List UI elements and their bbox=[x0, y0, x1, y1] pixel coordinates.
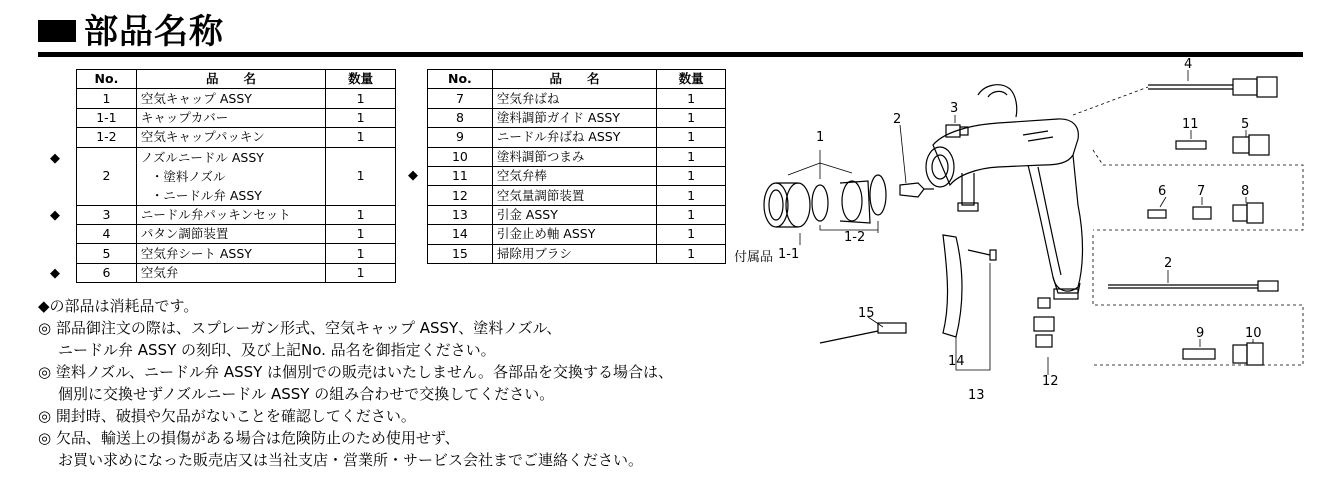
spray-gun-body bbox=[926, 85, 1083, 299]
label-part-13: 13 bbox=[968, 388, 985, 403]
air-valve bbox=[1148, 210, 1166, 218]
label-part-7: 7 bbox=[1197, 184, 1206, 199]
air-cap-assembly bbox=[764, 175, 934, 227]
note-line: ◎ 欠品、輸送上の損傷がある場合は危険防止のため使用せず、 bbox=[38, 429, 460, 447]
cell-qty: 1 bbox=[657, 244, 726, 263]
label-part-2: 2 bbox=[893, 112, 902, 127]
cell-name: 空気量調節装置 bbox=[492, 186, 656, 205]
cell-name: 空気弁ばね bbox=[492, 89, 656, 108]
cell-no: 1 bbox=[77, 89, 137, 108]
cell-qty: 1 bbox=[326, 147, 396, 205]
cell-name: パタン調節装置 bbox=[136, 224, 325, 243]
cell-no: 1-1 bbox=[77, 108, 137, 127]
cell-no: 2 bbox=[77, 147, 137, 205]
cell-name: ノズルニードル ASSY bbox=[140, 149, 264, 165]
pattern-adjuster bbox=[1148, 77, 1277, 97]
air-valve-stem bbox=[1176, 141, 1206, 149]
cell-qty: 1 bbox=[657, 128, 726, 147]
spray-gun-exploded-diagram bbox=[728, 55, 1313, 410]
label-part-8: 8 bbox=[1241, 184, 1250, 199]
consumable-mark-icon: ◆ bbox=[50, 151, 60, 166]
cell-no: 10 bbox=[428, 147, 493, 166]
cell-qty: 1 bbox=[657, 166, 726, 185]
cell-name: 空気弁 bbox=[136, 263, 325, 282]
label-part-10: 10 bbox=[1245, 326, 1262, 341]
note-line: ◎ 部品御注文の際は、スプレーガン形式、空気キャップ ASSY、塗料ノズル、 bbox=[38, 319, 562, 337]
cell-no: 8 bbox=[428, 108, 493, 127]
cell-qty: 1 bbox=[326, 205, 396, 224]
needle-spring bbox=[1183, 349, 1215, 359]
note-line: ◆の部品は消耗品です。 bbox=[38, 297, 199, 315]
parts-table-left bbox=[76, 69, 396, 283]
cell-no: 14 bbox=[428, 225, 493, 244]
table-row bbox=[77, 89, 396, 108]
table-row bbox=[77, 108, 396, 127]
cell-name: 引金止め軸 ASSY bbox=[492, 225, 656, 244]
fluid-adjust-guide bbox=[1233, 203, 1263, 223]
table-row bbox=[428, 128, 726, 147]
note-line: 個別に交換せずノズルニードル ASSY の組み合わせで交換してください。 bbox=[58, 385, 555, 403]
table-row bbox=[428, 225, 726, 244]
cell-name-multi bbox=[136, 147, 325, 205]
label-part-15: 15 bbox=[858, 306, 875, 321]
table-row bbox=[77, 147, 396, 205]
cell-qty: 1 bbox=[326, 263, 396, 282]
air-valve-spring bbox=[1193, 207, 1211, 219]
note-line: ◎ 開封時、破損や欠品がないことを確認してください。 bbox=[38, 407, 416, 425]
cell-no: 9 bbox=[428, 128, 493, 147]
cell-name: 空気キャップ ASSY bbox=[136, 89, 325, 108]
label-part-2-needle: 2 bbox=[1164, 256, 1173, 271]
label-part-12: 12 bbox=[1042, 374, 1059, 389]
label-part-9: 9 bbox=[1196, 326, 1205, 341]
note-line: お買い求めになった販売店又は当社支店・営業所・サービス会社までご連絡ください。 bbox=[58, 451, 644, 469]
cell-name: キャップカバー bbox=[136, 108, 325, 127]
cell-name: ニードル弁ばね ASSY bbox=[492, 128, 656, 147]
cell-subname: ・ニードル弁 ASSY bbox=[150, 187, 262, 203]
notes-block bbox=[38, 295, 673, 471]
table-row bbox=[428, 147, 726, 166]
label-accessory: 付属品 bbox=[734, 250, 774, 265]
cell-name: ニードル弁パッキンセット bbox=[136, 205, 325, 224]
parts-table-right bbox=[427, 69, 726, 264]
table-row bbox=[77, 244, 396, 263]
table-row bbox=[428, 108, 726, 127]
label-part-4: 4 bbox=[1184, 57, 1193, 72]
cell-qty: 1 bbox=[657, 225, 726, 244]
cell-qty: 1 bbox=[657, 147, 726, 166]
col-header-qty: 数量 bbox=[657, 70, 726, 89]
cell-qty: 1 bbox=[326, 128, 396, 147]
consumable-mark-icon: ◆ bbox=[408, 168, 418, 183]
air-valve-seat bbox=[1233, 135, 1269, 155]
note-line: ◎ 塗料ノズル、ニードル弁 ASSY は個別での販売はいたしません。各部品を交換する場合は、 bbox=[38, 363, 673, 381]
table-row bbox=[428, 244, 726, 263]
label-part-6: 6 bbox=[1158, 184, 1167, 199]
table-header-row bbox=[77, 70, 396, 89]
cell-qty: 1 bbox=[657, 186, 726, 205]
cell-no: 15 bbox=[428, 244, 493, 263]
cell-no: 12 bbox=[428, 186, 493, 205]
cell-qty: 1 bbox=[326, 89, 396, 108]
cell-no: 11 bbox=[428, 166, 493, 185]
air-adjust-valve bbox=[1034, 298, 1054, 347]
col-header-qty: 数量 bbox=[326, 70, 396, 89]
table-row bbox=[428, 89, 726, 108]
cell-no: 5 bbox=[77, 244, 137, 263]
cell-qty: 1 bbox=[657, 205, 726, 224]
cell-no: 13 bbox=[428, 205, 493, 224]
table-header-row bbox=[428, 70, 726, 89]
trigger-stop-shaft bbox=[968, 250, 996, 260]
section-title bbox=[38, 6, 224, 50]
label-part-1: 1 bbox=[816, 130, 825, 145]
label-part-5: 5 bbox=[1241, 117, 1250, 132]
cleaning-brush bbox=[820, 323, 906, 343]
cell-subname: ・塗料ノズル bbox=[150, 168, 226, 184]
col-header-no: No. bbox=[428, 70, 493, 89]
cell-qty: 1 bbox=[326, 108, 396, 127]
fluid-adjust-knob bbox=[1233, 343, 1263, 365]
col-header-name: 品 名 bbox=[136, 70, 325, 89]
section-title-text: 部品名称 bbox=[84, 11, 224, 52]
fluid-needle bbox=[1108, 281, 1278, 291]
cell-no: 3 bbox=[77, 205, 137, 224]
cell-name: 塗料調節つまみ bbox=[492, 147, 656, 166]
col-header-no: No. bbox=[77, 70, 137, 89]
consumable-mark-icon: ◆ bbox=[50, 208, 60, 223]
cell-qty: 1 bbox=[657, 108, 726, 127]
cell-no: 1-2 bbox=[77, 128, 137, 147]
cell-name: 空気弁シート ASSY bbox=[136, 244, 325, 263]
cell-qty: 1 bbox=[326, 224, 396, 243]
cell-name: 空気キャップパッキン bbox=[136, 128, 325, 147]
label-part-1-1: 1-1 bbox=[778, 247, 800, 262]
table-row bbox=[77, 263, 396, 282]
col-header-name: 品 名 bbox=[492, 70, 656, 89]
cell-qty: 1 bbox=[657, 89, 726, 108]
note-line: ニードル弁 ASSY の刻印、及び上記No. 品名を御指定ください。 bbox=[58, 341, 496, 359]
cell-name: 引金 ASSY bbox=[492, 205, 656, 224]
label-part-1-2: 1-2 bbox=[844, 230, 866, 245]
table-row bbox=[77, 205, 396, 224]
label-part-3: 3 bbox=[950, 101, 959, 116]
title-square-icon bbox=[38, 20, 76, 42]
cell-qty: 1 bbox=[326, 244, 396, 263]
cell-no: 6 bbox=[77, 263, 137, 282]
trigger bbox=[943, 235, 962, 337]
table-row bbox=[428, 166, 726, 185]
cell-name: 空気弁棒 bbox=[492, 166, 656, 185]
label-part-11: 11 bbox=[1182, 117, 1199, 132]
label-part-14: 14 bbox=[948, 354, 965, 369]
table-row bbox=[428, 186, 726, 205]
table-row bbox=[428, 205, 726, 224]
cell-no: 7 bbox=[428, 89, 493, 108]
consumable-mark-icon: ◆ bbox=[50, 266, 60, 281]
cell-name: 掃除用ブラシ bbox=[492, 244, 656, 263]
cell-no: 4 bbox=[77, 224, 137, 243]
table-row bbox=[77, 224, 396, 243]
table-row bbox=[77, 128, 396, 147]
cell-name: 塗料調節ガイド ASSY bbox=[492, 108, 656, 127]
